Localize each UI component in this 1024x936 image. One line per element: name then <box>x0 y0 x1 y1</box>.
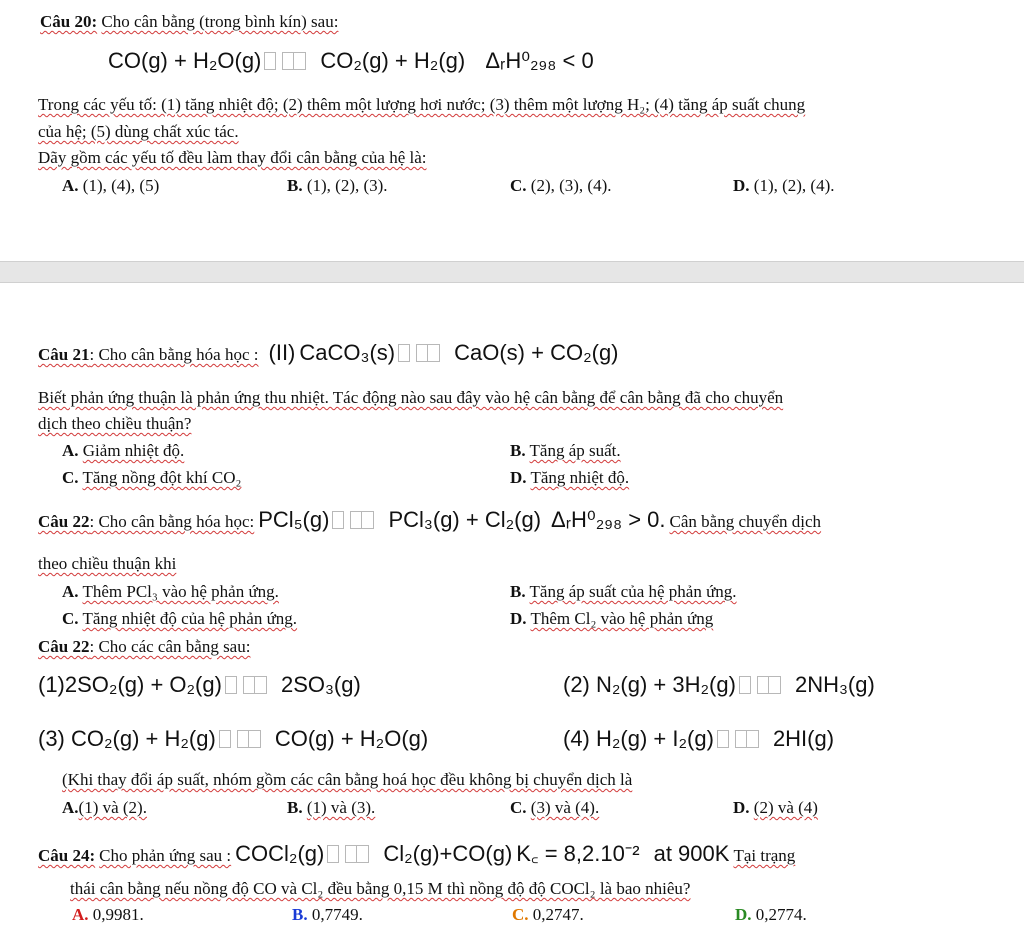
q20-header <box>40 12 338 32</box>
q20-equation <box>108 48 594 74</box>
option-text: Tăng nồng đột khí CO₂ <box>82 468 242 487</box>
missing-glyph-icon <box>416 344 440 362</box>
missing-glyph-icon <box>243 676 267 694</box>
q22-tail: Cân bằng chuyển dịch <box>669 512 822 531</box>
option-text: Tăng áp suất. <box>529 441 621 460</box>
option-text: (1) và (2). <box>78 798 147 817</box>
q24-tail: Tại trạng <box>733 846 796 865</box>
option-label: B. <box>510 441 526 460</box>
missing-glyph-icon <box>282 52 306 70</box>
q23-option-c[interactable] <box>510 798 599 818</box>
q21-text1: Biết phản ứng thuận là phản ứng thu nhiệt. Tác động nào sau đây vào hệ cân bằng để cân bằng đã cho chuyển <box>38 388 784 407</box>
missing-glyph-icon <box>757 676 781 694</box>
q22-eq-dh: ΔᵣH⁰₂₉₈ > 0. <box>551 507 666 532</box>
q21-eq-num: (II) <box>268 340 296 365</box>
q24-eq-lhs: COCl₂(g) <box>235 841 325 866</box>
q24-option-b[interactable] <box>292 905 363 925</box>
option-text: 0,9981. <box>92 905 144 924</box>
q22-intro: : Cho cân bằng hóa học: <box>89 512 255 531</box>
q23-eq3 <box>38 726 428 752</box>
section-divider <box>0 261 1024 283</box>
option-label: C. <box>62 609 79 628</box>
option-label: C. <box>510 176 527 195</box>
q23-eq1 <box>38 672 361 698</box>
option-label: A. <box>72 905 89 924</box>
missing-glyph-icon <box>739 676 751 694</box>
q21-eq-lhs: CaCO₃(s) <box>299 340 396 365</box>
q23-label: Câu 22 <box>38 637 90 656</box>
q24-option-d[interactable] <box>735 905 807 925</box>
q20-eq-rhs: CO₂(g) + H₂(g) <box>320 48 466 73</box>
option-text: Thêm Cl₂ vào hệ phản ứng <box>530 609 714 628</box>
option-text: Tăng nhiệt độ. <box>530 468 630 487</box>
q23-text1: (Khi thay đổi áp suất, nhóm gồm các cân bằng hoá học đều không bị chuyển dịch là <box>62 770 633 789</box>
q23-option-b[interactable] <box>287 798 375 818</box>
option-text: (1) và (3). <box>306 798 376 817</box>
eq-rhs: 2SO₃(g) <box>280 672 361 697</box>
q21-header <box>38 340 619 366</box>
option-label: D. <box>733 798 750 817</box>
q21-text2: dịch theo chiều thuận? <box>38 414 192 433</box>
q22-eq-lhs: PCl₅(g) <box>258 507 330 532</box>
q20-option-b[interactable] <box>287 176 388 196</box>
option-label: B. <box>510 582 526 601</box>
option-text: Tăng nhiệt độ của hệ phản ứng. <box>82 609 298 628</box>
q20-option-c[interactable] <box>510 176 612 196</box>
q23-option-a[interactable] <box>62 798 147 818</box>
q22-eq-rhs: PCl₃(g) + Cl₂(g) <box>388 507 542 532</box>
option-label: C. <box>510 798 527 817</box>
q22-label: Câu 22 <box>38 512 90 531</box>
missing-glyph-icon <box>717 730 729 748</box>
missing-glyph-icon <box>735 730 759 748</box>
q22-text2: theo chiều thuận khi <box>38 554 177 573</box>
q24-option-a[interactable] <box>72 905 144 925</box>
q20-text3: Dãy gồm các yếu tố đều làm thay đổi cân bằng của hệ là: <box>38 148 427 167</box>
q20-intro: Cho cân bằng (trong bình kín) sau: <box>101 12 339 31</box>
q21-label: Câu 21 <box>38 345 90 364</box>
q23-intro: : Cho các cân bằng sau: <box>89 637 251 656</box>
option-text: (3) và (4). <box>530 798 600 817</box>
q23-option-d[interactable] <box>733 798 818 818</box>
option-text: 0,2747. <box>532 905 584 924</box>
q24-header <box>38 838 795 868</box>
missing-glyph-icon <box>327 845 339 863</box>
option-label: A. <box>62 582 79 601</box>
q20-eq-dh: ΔᵣH⁰₂₉₈ < 0 <box>485 48 594 73</box>
q21-option-c[interactable] <box>62 468 241 488</box>
q20-eq-lhs: CO(g) + H₂O(g) <box>108 48 262 73</box>
q21-option-d[interactable] <box>510 468 629 488</box>
option-label: D. <box>510 468 527 487</box>
option-text: 0,7749. <box>311 905 363 924</box>
option-label: D. <box>510 609 527 628</box>
q20-text1: Trong các yếu tố: (1) tăng nhiệt độ; (2) thêm một lượng hơi nước; (3) thêm một lượng H₂; (4) tăng áp suất chung <box>38 95 806 114</box>
option-label: C. <box>512 905 529 924</box>
missing-glyph-icon <box>398 344 410 362</box>
option-label: B. <box>287 798 303 817</box>
q20-option-d[interactable] <box>733 176 835 196</box>
option-label: A. <box>62 176 79 195</box>
q21-intro: : Cho cân bằng hóa học : <box>89 345 259 364</box>
option-label: B. <box>287 176 303 195</box>
option-text: 0,2774. <box>755 905 807 924</box>
option-text: (2), (3), (4). <box>530 176 612 195</box>
q20-label: Câu 20: <box>40 12 98 31</box>
eq-rhs: CO(g) + H₂O(g) <box>274 726 429 751</box>
q24-label: Câu 24: <box>38 846 96 865</box>
option-text: Thêm PCl₃ vào hệ phản ứng. <box>82 582 279 601</box>
missing-glyph-icon <box>332 511 344 529</box>
eq-lhs: (3) CO₂(g) + H₂(g) <box>38 726 216 751</box>
q24-intro: Cho phản ứng sau : <box>99 846 232 865</box>
q24-kc: K꜀ = 8,2.10⁻² <box>516 841 640 866</box>
option-label: D. <box>733 176 750 195</box>
missing-glyph-icon <box>237 730 261 748</box>
q23-eq4 <box>563 726 834 752</box>
q24-text2: thái cân bằng nếu nồng độ CO và Cl₂ đều bằng 0,15 M thì nồng độ độ COCl₂ là bao nhiêu? <box>70 879 691 898</box>
q24-at: at 900K <box>653 841 730 866</box>
option-text: Tăng áp suất của hệ phản ứng. <box>529 582 737 601</box>
q22-option-c[interactable] <box>62 609 297 629</box>
missing-glyph-icon <box>264 52 276 70</box>
eq-rhs: 2NH₃(g) <box>794 672 875 697</box>
q20-text2: của hệ; (5) dùng chất xúc tác. <box>38 122 239 141</box>
q24-option-c[interactable] <box>512 905 584 925</box>
eq-lhs: (2) N₂(g) + 3H₂(g) <box>563 672 736 697</box>
q22-option-b[interactable] <box>510 582 737 602</box>
q22-option-a[interactable] <box>62 582 279 602</box>
missing-glyph-icon <box>350 511 374 529</box>
option-label: D. <box>735 905 752 924</box>
missing-glyph-icon <box>219 730 231 748</box>
missing-glyph-icon <box>225 676 237 694</box>
q21-option-a[interactable] <box>62 441 184 461</box>
eq-lhs: (4) H₂(g) + I₂(g) <box>563 726 714 751</box>
q20-option-a[interactable] <box>62 176 159 196</box>
option-text: (1), (4), (5) <box>82 176 160 195</box>
q21-eq-rhs: CaO(s) + CO₂(g) <box>454 340 619 365</box>
option-text: (2) và (4) <box>753 798 818 817</box>
missing-glyph-icon <box>345 845 369 863</box>
option-text: Giảm nhiệt độ. <box>82 441 185 460</box>
option-label: B. <box>292 905 308 924</box>
option-text: (1), (2), (4). <box>753 176 835 195</box>
q23-header <box>38 637 250 657</box>
q23-eq2 <box>563 672 875 698</box>
q22-header <box>38 507 821 533</box>
option-label: A. <box>62 798 79 817</box>
option-label: A. <box>62 441 79 460</box>
eq-lhs: (1)2SO₂(g) + O₂(g) <box>38 672 222 697</box>
q21-option-b[interactable] <box>510 441 621 461</box>
option-label: C. <box>62 468 79 487</box>
option-text: (1), (2), (3). <box>306 176 388 195</box>
q24-eq-rhs: Cl₂(g)+CO(g) <box>383 841 513 866</box>
eq-rhs: 2HI(g) <box>772 726 835 751</box>
q22-option-d[interactable] <box>510 609 713 629</box>
